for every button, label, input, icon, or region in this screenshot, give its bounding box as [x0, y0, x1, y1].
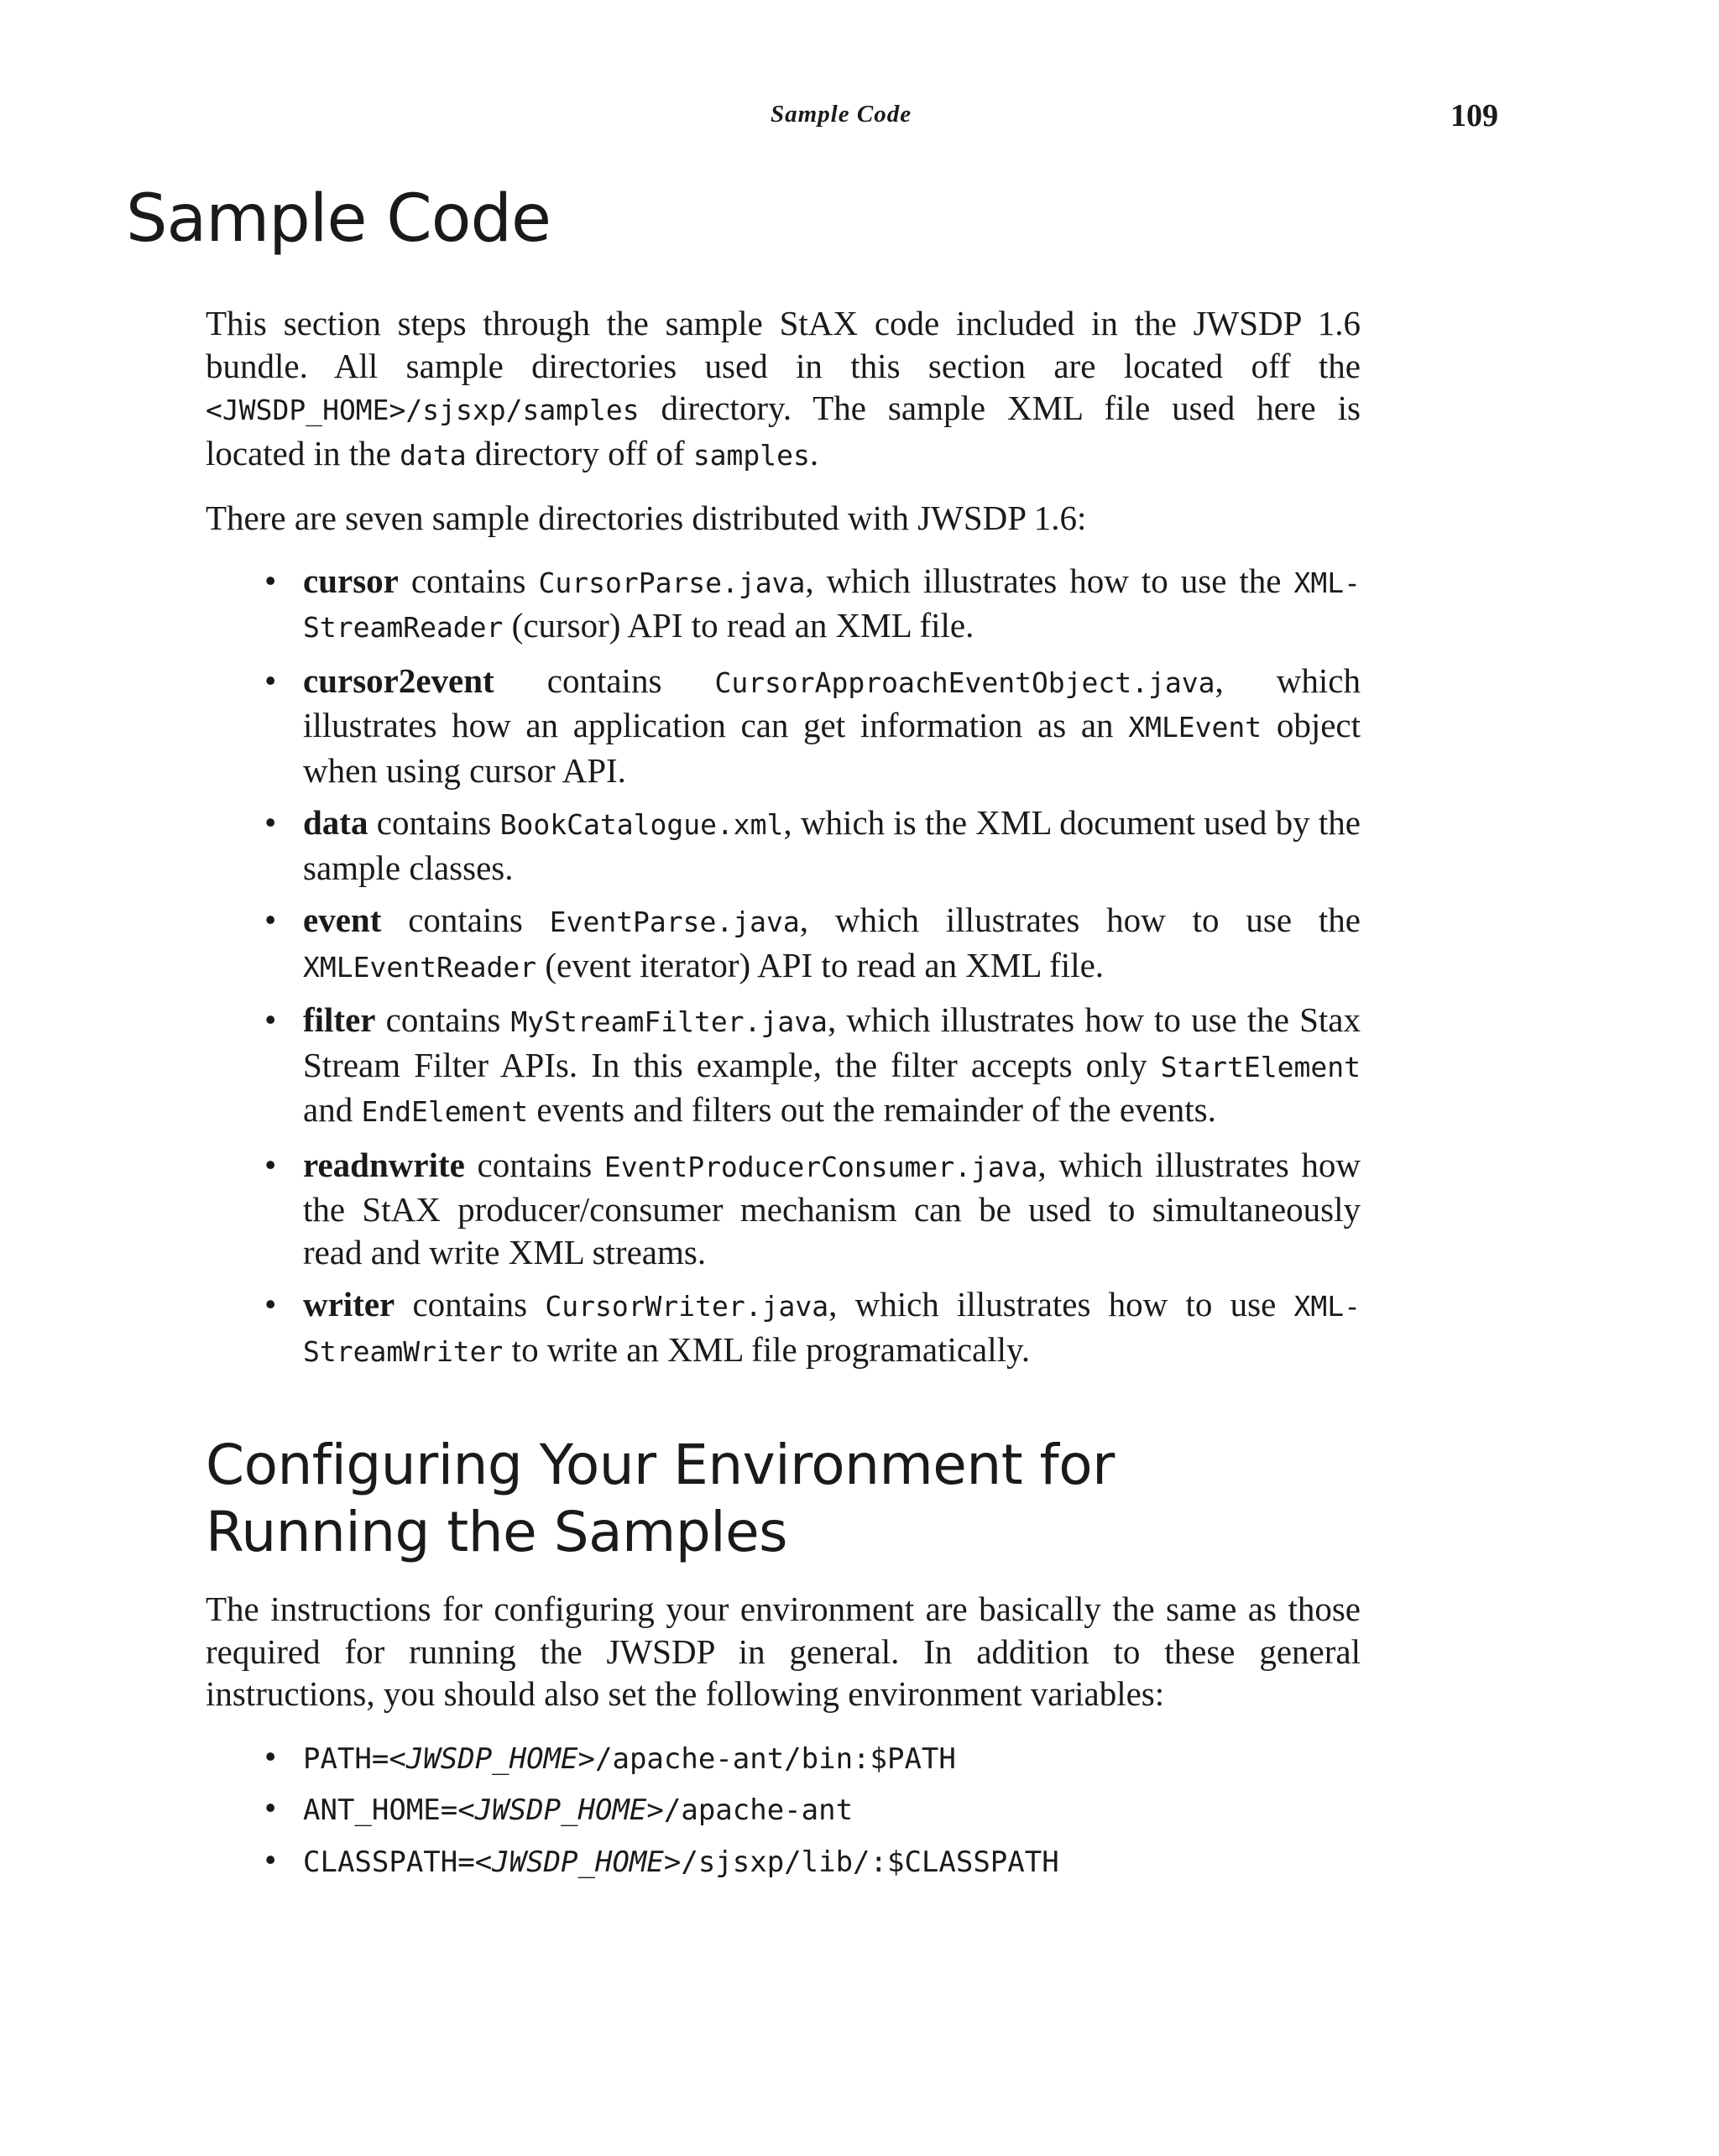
inline-code: data: [400, 438, 467, 472]
term: data: [303, 803, 368, 842]
list-item: • writer contains CursorWriter.java, which illustrates how to use XML-StreamWriter to write an XML file programatically.: [206, 1283, 1361, 1373]
list-item: • CLASSPATH=<JWSDP_HOME>/sjsxp/lib/:$CLASSPATH: [206, 1839, 1361, 1884]
list-item: • PATH=<JWSDP_HOME>/apache-ant/bin:$PATH: [206, 1736, 1361, 1781]
subsection-title: Configuring Your Environment for Running the Samples: [206, 1433, 1115, 1564]
list-item: • cursor contains CursorParse.java, which illustrates how to use the XML-StreamReader (cursor) API to read an XML file.: [206, 560, 1361, 650]
inline-code: samples: [692, 438, 810, 472]
list-item: • filter contains MyStreamFilter.java, which illustrates how to use the Stax Stream Filter APIs. In this example, the filter accepts only StartElement and EndElement events and filters out the remainder of the events.: [206, 999, 1361, 1134]
inline-code: <JWSDP_HOME>/sjsxp/samples: [206, 394, 640, 426]
section-title: Sample Code: [126, 181, 551, 257]
sample-directory-list: [206, 560, 1361, 1374]
main-content: [206, 302, 1361, 1890]
page-number: 109: [1450, 98, 1498, 133]
list-item: • cursor2event contains CursorApproachEventObject.java, which illustrates how an application can get information as an XMLEvent object when using cursor API.: [206, 660, 1361, 792]
running-title: Sample Code: [771, 101, 912, 128]
term: filter: [303, 1000, 376, 1039]
list-item: • data contains BookCatalogue.xml, which is the XML document used by the sample classes.: [206, 801, 1361, 889]
term: writer: [303, 1285, 395, 1323]
running-header: [0, 98, 1719, 143]
list-item: • readnwrite contains EventProducerConsumer.java, which illustrates how the StAX producer/consumer mechanism can be used to simultaneously read and write XML streams.: [206, 1144, 1361, 1274]
intro-paragraph: This section steps through the sample StAX code included in the JWSDP 1.6 bundle. All sample directories used in this section are located off the <JWSDP_HOME>/sjsxp/samples directory. The sample XML file used here is located in the data directory off of samples.: [206, 304, 1361, 472]
term: readnwrite: [303, 1145, 465, 1184]
term: cursor2event: [303, 660, 494, 700]
environment-variable-list: [206, 1736, 1361, 1884]
lead-in-paragraph: There are seven sample directories distributed with JWSDP 1.6:: [206, 499, 1087, 537]
list-item: • ANT_HOME=<JWSDP_HOME>/apache-ant: [206, 1787, 1361, 1832]
term: event: [303, 901, 382, 939]
list-item: • event contains EventParse.java, which illustrates how to use the XMLEventReader (event iterator) API to read an XML file.: [206, 899, 1361, 989]
environment-paragraph: The instructions for configuring your environment are basically the same as those required for running the JWSDP in general. In addition to these general instructions, you should also set the following environment variables:: [206, 1590, 1361, 1713]
term: cursor: [303, 561, 399, 600]
